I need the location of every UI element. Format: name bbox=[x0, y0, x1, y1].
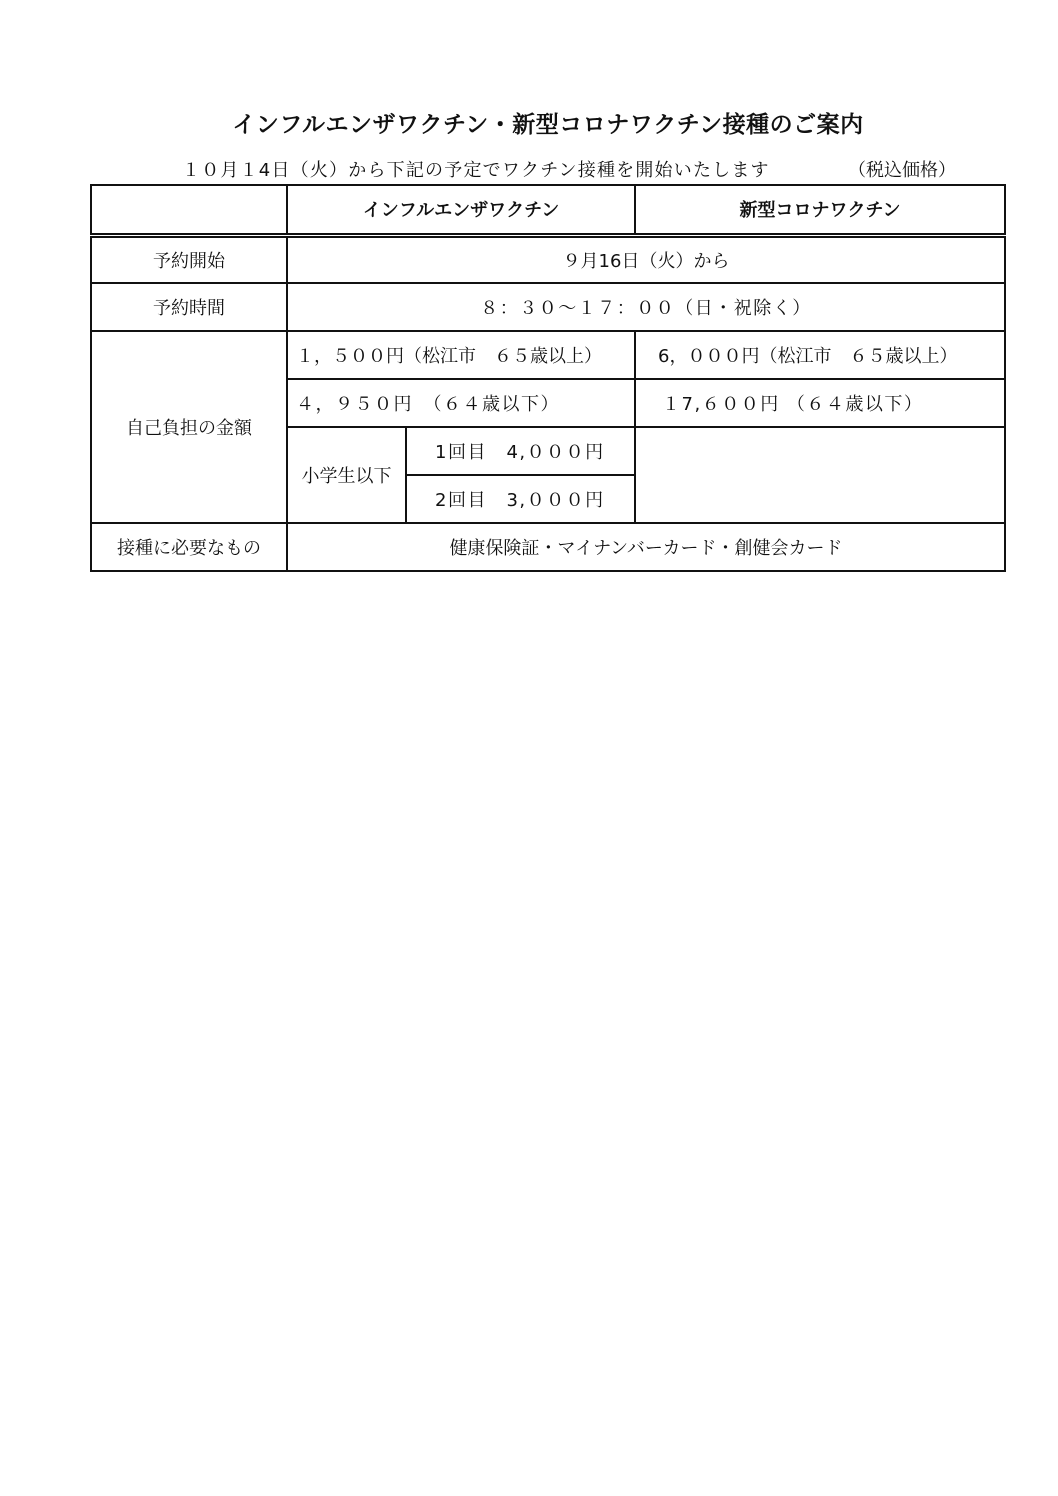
covid-cost-64-under: １7,６００円 （６４歳以下） bbox=[635, 379, 1005, 427]
elementary-first-dose: 1回目 4,０００円 bbox=[406, 427, 635, 475]
page-title: インフルエンザワクチン・新型コロナワクチン接種のご案内 bbox=[232, 112, 864, 138]
elementary-second-dose: 2回目 3,０００円 bbox=[406, 475, 635, 523]
table-row-cost-65-over bbox=[91, 331, 1005, 379]
influenza-cost-65-over: １，５００円（松江市 ６５歳以上） bbox=[287, 331, 635, 379]
value-reservation-hours: ８：３０～１７：００（日・祝除く） bbox=[287, 283, 1005, 331]
header-influenza: インフルエンザワクチン bbox=[287, 185, 635, 235]
table-header-row bbox=[91, 185, 1005, 235]
label-required-items: 接種に必要なもの bbox=[91, 523, 287, 571]
table-row-reservation-hours bbox=[91, 283, 1005, 331]
table-row-required-items bbox=[91, 523, 1005, 571]
vaccination-info-table bbox=[90, 184, 1006, 572]
value-required-items: 健康保険証・マイナンバーカード・創健会カード bbox=[287, 523, 1005, 571]
table-row-reservation-start bbox=[91, 235, 1005, 283]
label-elementary: 小学生以下 bbox=[287, 427, 406, 523]
value-reservation-start: ９月16日（火）から bbox=[287, 235, 1005, 283]
influenza-cost-64-under: ４，９５０円 （６４歳以下） bbox=[287, 379, 635, 427]
tax-note: （税込価格） bbox=[848, 160, 956, 181]
label-reservation-hours: 予約時間 bbox=[91, 283, 287, 331]
header-blank-cell bbox=[91, 185, 287, 235]
covid-elementary-empty-cell bbox=[635, 427, 1005, 523]
label-cost: 自己負担の金額 bbox=[91, 331, 287, 523]
covid-cost-65-over: 6，０００円（松江市 ６５歳以上） bbox=[635, 331, 1005, 379]
header-covid: 新型コロナワクチン bbox=[635, 185, 1005, 235]
label-reservation-start: 予約開始 bbox=[91, 235, 287, 283]
subtitle: １０月１4日（火）から下記の予定でワクチン接種を開始いたします bbox=[182, 160, 770, 181]
